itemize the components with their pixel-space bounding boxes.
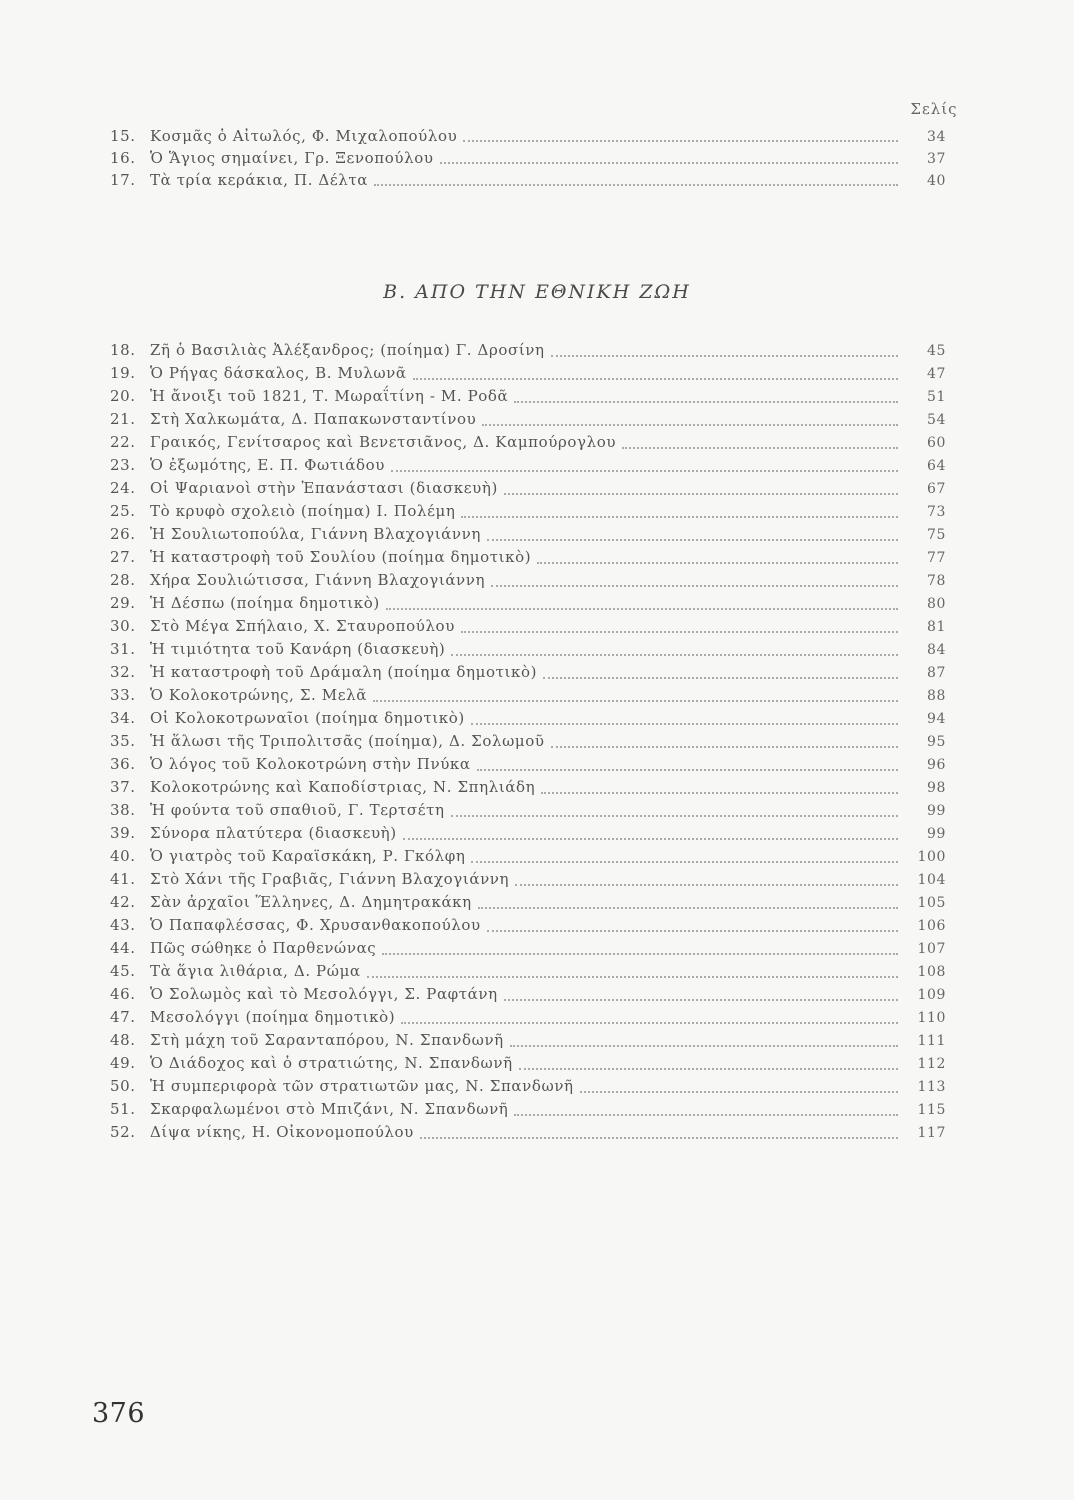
entry-page-number: 78 — [926, 573, 946, 589]
dot-leader — [519, 1068, 898, 1070]
entry-number: 49. — [110, 1054, 136, 1072]
toc-entry — [110, 125, 946, 147]
page-number: 376 — [92, 1398, 146, 1429]
entry-page-number: 111 — [917, 1033, 946, 1049]
entry-title: Κοσμᾶς ὁ Αἰτωλός, Φ. Μιχαλοπούλου — [150, 127, 458, 145]
entry-number: 27. — [110, 548, 136, 566]
entry-number: 47. — [110, 1008, 136, 1026]
entry-title: Στὴ μάχη τοῦ Σαρανταπόρου, Ν. Σπανδωνῆ — [150, 1031, 504, 1049]
dot-leader — [551, 746, 898, 748]
entry-title: Δίψα νίκης, Η. Οἰκονομοπούλου — [150, 1123, 414, 1141]
dot-leader — [440, 162, 898, 164]
toc-entry — [110, 362, 946, 385]
entry-page-number: 106 — [917, 918, 946, 934]
toc-entry — [110, 500, 946, 523]
entry-number: 51. — [110, 1100, 136, 1118]
toc-entry — [110, 1121, 946, 1144]
dot-leader — [367, 976, 898, 978]
entry-page-number: 107 — [917, 941, 946, 957]
dot-leader — [374, 184, 898, 186]
entry-number: 44. — [110, 939, 136, 957]
toc-entry — [110, 1075, 946, 1098]
entry-page-number: 34 — [926, 129, 946, 145]
dot-leader — [504, 999, 898, 1001]
toc-entry — [110, 983, 946, 1006]
toc-entry — [110, 730, 946, 753]
entry-title: Οἱ Ψαριανοὶ στὴν Ἐπανάστασι (διασκευὴ) — [150, 479, 498, 497]
toc-entry — [110, 868, 946, 891]
dot-leader — [477, 769, 898, 771]
toc-entry — [110, 845, 946, 868]
section-title: Β. ΑΠΟ ΤΗΝ ΕΘΝΙΚΗ ΖΩΗ — [383, 281, 691, 303]
entry-page-number: 67 — [926, 481, 946, 497]
entry-page-number: 108 — [917, 964, 946, 980]
entry-page-number: 96 — [926, 757, 946, 773]
toc-entry — [110, 454, 946, 477]
toc-entry — [110, 799, 946, 822]
toc-entry — [110, 523, 946, 546]
entry-number: 19. — [110, 364, 136, 382]
entry-page-number: 73 — [926, 504, 946, 520]
entry-number: 46. — [110, 985, 136, 1003]
entry-page-number: 112 — [917, 1056, 946, 1072]
entry-number: 42. — [110, 893, 136, 911]
dot-leader — [373, 700, 898, 702]
toc-entry — [110, 592, 946, 615]
entry-number: 23. — [110, 456, 136, 474]
entry-page-number: 40 — [926, 173, 946, 189]
toc-entry — [110, 1098, 946, 1121]
entry-number: 26. — [110, 525, 136, 543]
entry-number: 34. — [110, 709, 136, 727]
entry-title: Ὁ γιατρὸς τοῦ Καραϊσκάκη, Ρ. Γκόλφη — [150, 847, 466, 865]
toc-entry — [110, 707, 946, 730]
dot-leader — [471, 861, 898, 863]
entry-number: 16. — [110, 149, 136, 167]
entry-title: Ἡ καταστροφὴ τοῦ Δράμαλη (ποίημα δημοτικὸ) — [150, 663, 538, 681]
entry-number: 52. — [110, 1123, 136, 1141]
toc-entry — [110, 546, 946, 569]
entry-page-number: 105 — [917, 895, 946, 911]
entry-page-number: 87 — [926, 665, 946, 681]
entry-number: 15. — [110, 127, 136, 145]
dot-leader — [541, 792, 898, 794]
entry-title: Ἡ καταστροφὴ τοῦ Σουλίου (ποίημα δημοτικὸ) — [150, 548, 532, 566]
entry-page-number: 60 — [926, 435, 946, 451]
entry-title: Ὁ Σολωμὸς καὶ τὸ Μεσολόγγι, Σ. Ραφτάνη — [150, 985, 498, 1003]
dot-leader — [463, 140, 898, 142]
entry-title: Σκαρφαλωμένοι στὸ Μπιζάνι, Ν. Σπανδωνῆ — [150, 1100, 509, 1118]
entry-page-number: 98 — [926, 780, 946, 796]
entry-title: Χήρα Σουλιώτισσα, Γιάννη Βλαχογιάννη — [150, 571, 486, 589]
dot-leader — [510, 1045, 898, 1047]
dot-leader — [391, 470, 898, 472]
entry-title: Ἡ ἄνοιξι τοῦ 1821, Τ. Μωραΐτίνη - Μ. Ροδᾶ — [150, 387, 509, 405]
entry-page-number: 117 — [917, 1125, 946, 1141]
entry-title: Ὁ Ἅγιος σημαίνει, Γρ. Ξενοπούλου — [150, 149, 434, 167]
dot-leader — [451, 815, 898, 817]
entry-title: Ἡ φούντα τοῦ σπαθιοῦ, Γ. Τερτσέτη — [150, 801, 445, 819]
entry-title: Κολοκοτρώνης καὶ Καποδίστριας, Ν. Σπηλιάδη — [150, 778, 536, 796]
entry-title: Στὸ Χάνι τῆς Γραβιᾶς, Γιάννη Βλαχογιάννη — [150, 870, 510, 888]
entry-page-number: 51 — [926, 389, 946, 405]
entry-number: 18. — [110, 341, 136, 359]
entry-page-number: 110 — [917, 1010, 946, 1026]
entry-title: Τὰ ἅγια λιθάρια, Δ. Ρώμα — [150, 962, 361, 980]
entry-page-number: 99 — [926, 803, 946, 819]
entry-page-number: 100 — [917, 849, 946, 865]
entry-title: Στὴ Χαλκωμάτα, Δ. Παπακωνσταντίνου — [150, 410, 477, 428]
dot-leader — [515, 884, 898, 886]
toc-entry — [110, 753, 946, 776]
toc-entry — [110, 169, 946, 191]
toc-entry — [110, 822, 946, 845]
dot-leader — [622, 447, 898, 449]
dot-leader — [514, 401, 898, 403]
dot-leader — [482, 424, 898, 426]
dot-leader — [580, 1091, 898, 1093]
dot-leader — [451, 654, 898, 656]
dot-leader — [504, 493, 898, 495]
entry-title: Ὁ Παπαφλέσσας, Φ. Χρυσανθακοπούλου — [150, 916, 481, 934]
entry-number: 32. — [110, 663, 136, 681]
entry-title: Ἡ ἅλωσι τῆς Τριπολιτσᾶς (ποίημα), Δ. Σολωμοῦ — [150, 732, 545, 750]
entry-page-number: 37 — [926, 151, 946, 167]
toc-entry — [110, 960, 946, 983]
dot-leader — [461, 516, 898, 518]
entry-number: 31. — [110, 640, 136, 658]
entry-page-number: 115 — [917, 1102, 946, 1118]
toc-entry — [110, 891, 946, 914]
entry-title: Ἡ συμπεριφορὰ τῶν στρατιωτῶν μας, Ν. Σπανδωνῆ — [150, 1077, 574, 1095]
entry-title: Τὰ τρία κεράκια, Π. Δέλτα — [150, 171, 368, 189]
entry-title: Ὁ λόγος τοῦ Κολοκοτρώνη στὴν Πνύκα — [150, 755, 471, 773]
toc-entry — [110, 661, 946, 684]
entry-number: 35. — [110, 732, 136, 750]
entry-title: Ζῆ ὁ Βασιλιὰς Ἀλέξανδρος; (ποίημα) Γ. Δροσίνη — [150, 341, 545, 359]
entry-number: 48. — [110, 1031, 136, 1049]
entry-title: Ὁ Διάδοχος καὶ ὁ στρατιώτης, Ν. Σπανδωνῆ — [150, 1054, 513, 1072]
dot-leader — [537, 562, 898, 564]
entry-page-number: 104 — [917, 872, 946, 888]
entry-page-number: 84 — [926, 642, 946, 658]
dot-leader — [551, 355, 898, 357]
dot-leader — [401, 1022, 898, 1024]
toc-entry — [110, 408, 946, 431]
entry-number: 22. — [110, 433, 136, 451]
dot-leader — [386, 608, 898, 610]
entry-title: Οἱ Κολοκοτρωναῖοι (ποίημα δημοτικὸ) — [150, 709, 465, 727]
toc-entry — [110, 1006, 946, 1029]
entry-page-number: 109 — [917, 987, 946, 1003]
dot-leader — [420, 1137, 898, 1139]
entry-number: 20. — [110, 387, 136, 405]
dot-leader — [413, 378, 898, 380]
entry-page-number: 45 — [926, 343, 946, 359]
entry-page-number: 77 — [926, 550, 946, 566]
toc-entry — [110, 477, 946, 500]
entry-number: 38. — [110, 801, 136, 819]
entry-number: 45. — [110, 962, 136, 980]
entry-title: Ὁ Ρήγας δάσκαλος, Β. Μυλωνᾶ — [150, 364, 407, 382]
entry-title: Ἡ Δέσπω (ποίημα δημοτικὸ) — [150, 594, 380, 612]
entry-title: Τὸ κρυφὸ σχολειὸ (ποίημα) Ι. Πολέμη — [150, 502, 456, 520]
dot-leader — [543, 677, 898, 679]
toc-entry — [110, 914, 946, 937]
entry-title: Ἡ τιμιότητα τοῦ Κανάρη (διασκευὴ) — [150, 640, 446, 658]
toc-top-list — [110, 125, 946, 191]
entry-page-number: 80 — [926, 596, 946, 612]
entry-number: 24. — [110, 479, 136, 497]
toc-entry — [110, 1029, 946, 1052]
entry-number: 30. — [110, 617, 136, 635]
dot-leader — [514, 1114, 898, 1116]
entry-page-number: 54 — [926, 412, 946, 428]
dot-leader — [487, 930, 898, 932]
entry-number: 33. — [110, 686, 136, 704]
entry-page-number: 94 — [926, 711, 946, 727]
dot-leader — [461, 631, 898, 633]
toc-entry — [110, 684, 946, 707]
toc-entry — [110, 431, 946, 454]
dot-leader — [403, 838, 898, 840]
entry-number: 43. — [110, 916, 136, 934]
entry-number: 40. — [110, 847, 136, 865]
entry-page-number: 113 — [917, 1079, 946, 1095]
entry-number: 25. — [110, 502, 136, 520]
entry-page-number: 47 — [926, 366, 946, 382]
entry-page-number: 81 — [926, 619, 946, 635]
entry-number: 29. — [110, 594, 136, 612]
toc-entry — [110, 147, 946, 169]
toc-main-list — [110, 339, 946, 1144]
toc-entry — [110, 339, 946, 362]
toc-entry — [110, 385, 946, 408]
entry-page-number: 64 — [926, 458, 946, 474]
entry-title: Γραικός, Γενίτσαρος καὶ Βενετσιᾶνος, Δ. Καμπούρογλου — [150, 433, 617, 451]
toc-entry — [110, 937, 946, 960]
entry-number: 41. — [110, 870, 136, 888]
entry-title: Ὁ ἐξωμότης, Ε. Π. Φωτιάδου — [150, 456, 385, 474]
entry-page-number: 75 — [926, 527, 946, 543]
toc-entry — [110, 1052, 946, 1075]
entry-title: Ὁ Κολοκοτρώνης, Σ. Μελᾶ — [150, 686, 367, 704]
entry-page-number: 95 — [926, 734, 946, 750]
entry-number: 21. — [110, 410, 136, 428]
page-column-header: Σελίς — [910, 100, 958, 118]
entry-page-number: 99 — [926, 826, 946, 842]
entry-title: Στὸ Μέγα Σπήλαιο, Χ. Σταυροπούλου — [150, 617, 455, 635]
dot-leader — [478, 907, 898, 909]
toc-entry — [110, 615, 946, 638]
entry-title: Πῶς σώθηκε ὁ Παρθενώνας — [150, 939, 377, 957]
entry-number: 28. — [110, 571, 136, 589]
entry-page-number: 88 — [926, 688, 946, 704]
entry-title: Μεσολόγγι (ποίημα δημοτικὸ) — [150, 1008, 396, 1026]
entry-title: Σὰν ἀρχαῖοι Ἕλληνες, Δ. Δημητρακάκη — [150, 893, 472, 911]
dot-leader — [487, 539, 898, 541]
toc-entry — [110, 638, 946, 661]
toc-entry — [110, 776, 946, 799]
entry-number: 37. — [110, 778, 136, 796]
entry-number: 17. — [110, 171, 136, 189]
entry-title: Σύνορα πλατύτερα (διασκευὴ) — [150, 824, 397, 842]
dot-leader — [382, 953, 898, 955]
toc-entry — [110, 569, 946, 592]
entry-number: 36. — [110, 755, 136, 773]
entry-title: Ἡ Σουλιωτοπούλα, Γιάννη Βλαχογιάννη — [150, 525, 481, 543]
entry-number: 50. — [110, 1077, 136, 1095]
entry-number: 39. — [110, 824, 136, 842]
dot-leader — [491, 585, 898, 587]
dot-leader — [471, 723, 898, 725]
